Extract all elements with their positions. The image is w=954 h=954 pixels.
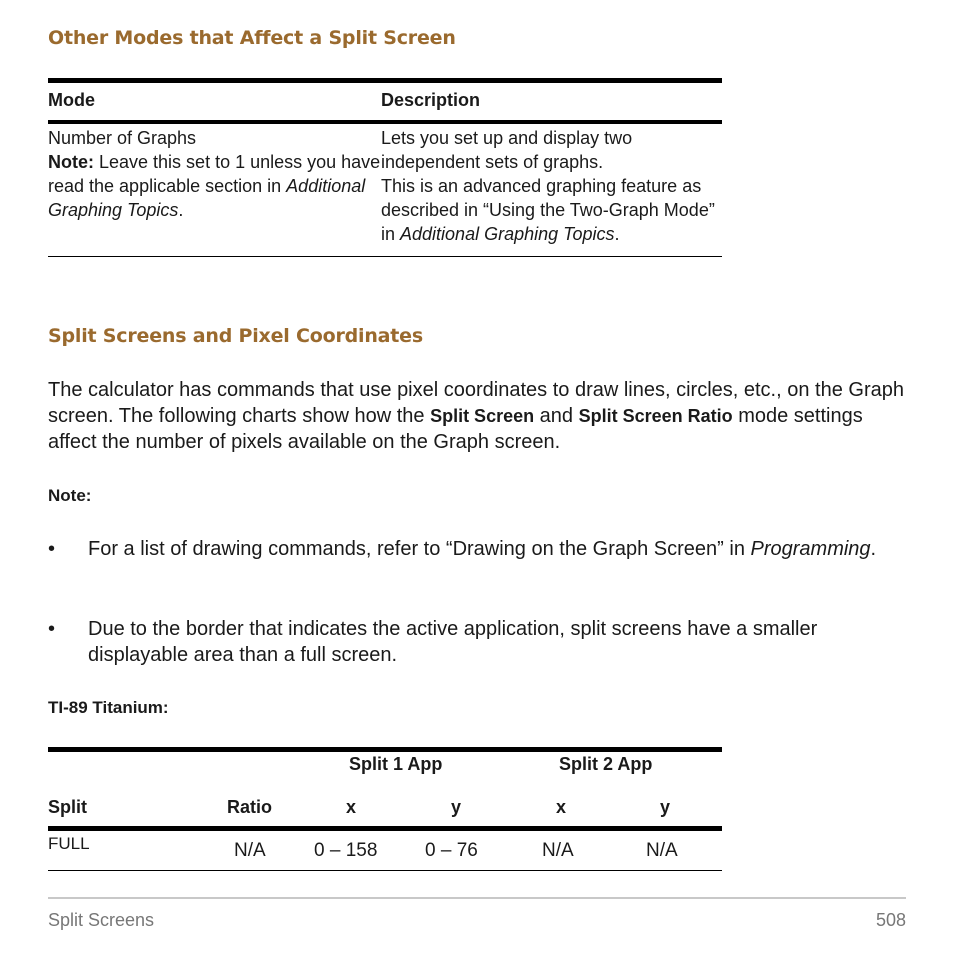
page-number: 508: [875, 910, 906, 930]
row-x1-value: 0 – 158: [314, 840, 378, 861]
bullet-text: Due to the border that indicates the active application, split screens have a smaller displayable area than a full screen.: [88, 618, 818, 666]
programming-reference: Programming: [750, 538, 871, 560]
note-reference: Additional Graphing Topics: [48, 176, 366, 220]
intro-text-end: mode settings affect the number of pixels available on the Graph screen.: [48, 405, 863, 453]
split-screen-ratio-term: Split Screen Ratio: [578, 406, 733, 426]
description-line-1: Lets you set up and display two independent sets of graphs.: [381, 128, 633, 172]
table-row: [48, 122, 722, 257]
section-heading-other-modes: Other Modes that Affect a Split Screen: [48, 27, 456, 49]
footer-divider: [48, 897, 906, 899]
row-y2-value: N/A: [646, 840, 678, 861]
row-y1-value: 0 – 76: [425, 840, 478, 861]
model-label: TI-89 Titanium:: [48, 698, 169, 717]
footer-section-title: Split Screens: [48, 910, 155, 930]
bullet-text: For a list of drawing commands, refer to “Drawing on the Graph Screen” in Programming.: [88, 538, 877, 560]
pixel-table: [48, 747, 722, 861]
mode-cell: [48, 122, 381, 257]
note-heading: Note:: [48, 486, 92, 505]
note-end: .: [178, 200, 184, 220]
split-screen-term: Split Screen: [430, 406, 535, 426]
col-header-y1: y: [451, 797, 462, 817]
row-split-value: FULL: [48, 834, 90, 853]
intro-text: The calculator has commands that use pixel coordinates to draw lines, circles, etc., on the Graph screen. The following charts show how the: [48, 379, 904, 427]
bullet-marker: •: [48, 618, 56, 640]
description-end: .: [614, 224, 620, 244]
col-header-ratio: Ratio: [227, 797, 272, 817]
note-label: Note:: [48, 152, 94, 172]
col-header-mode: Mode: [48, 90, 95, 110]
intro-joiner: and: [534, 405, 579, 427]
col-header-description: Description: [381, 90, 481, 110]
description-line-2: This is an advanced graphing feature as described in “Using the Two-Graph Mode” in: [381, 176, 715, 244]
bullet-marker: •: [48, 538, 56, 560]
group-header-split-2: Split 2 App: [559, 754, 653, 774]
col-header-x2: x: [556, 797, 567, 817]
mode-name: Number of Graphs: [48, 128, 197, 148]
description-cell: [381, 122, 722, 257]
section-heading-pixel-coordinates: Split Screens and Pixel Coordinates: [48, 325, 423, 347]
description-reference: Additional Graphing Topics: [400, 224, 615, 244]
note-text: Leave this set to 1 unless you have read the applicable section in: [48, 152, 381, 196]
col-header-split: Split: [48, 797, 87, 817]
group-header-split-1: Split 1 App: [349, 754, 443, 774]
modes-table: [48, 78, 722, 257]
col-header-y2: y: [660, 797, 671, 817]
col-header-x1: x: [346, 797, 357, 817]
row-ratio-value: N/A: [234, 840, 266, 861]
row-x2-value: N/A: [542, 840, 574, 861]
intro-paragraph: [48, 377, 908, 455]
